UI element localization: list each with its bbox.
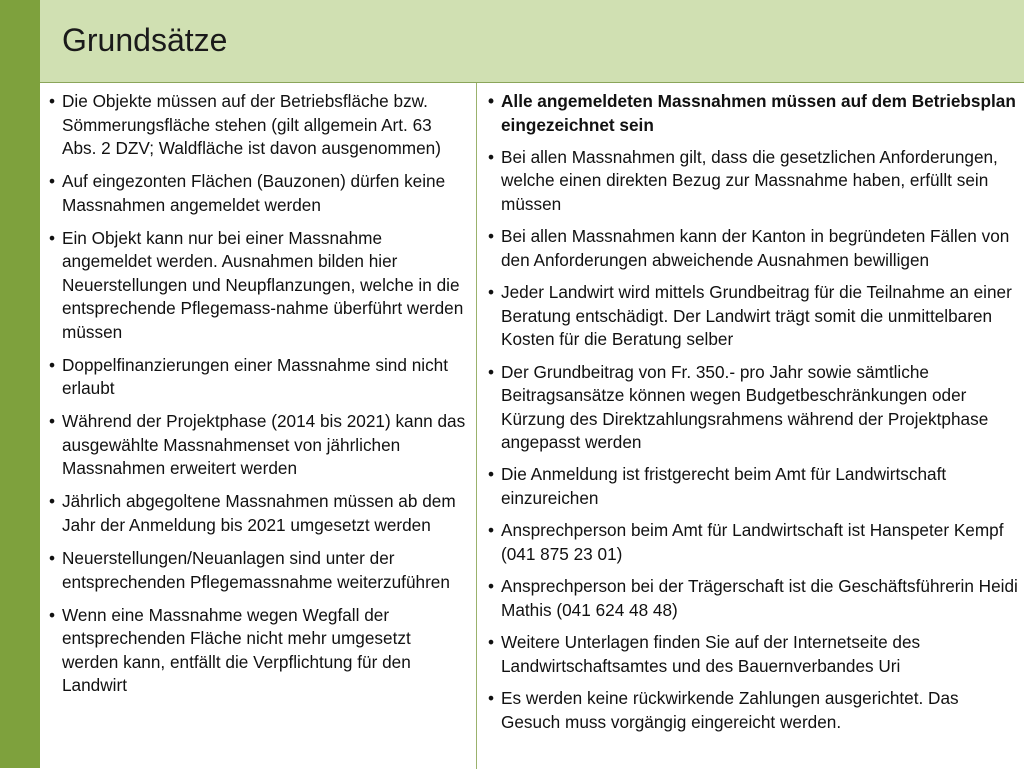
bullet-item: • Weitere Unterlagen finden Sie auf der Internetseite des Landwirtschaftsamtes und des Bauernverbandes Uri: [488, 631, 1020, 678]
bullet-item: • Es werden keine rückwirkende Zahlungen ausgerichtet. Das Gesuch muss vorgängig eingereicht werden.: [488, 687, 1020, 734]
right-bullet-list: [488, 90, 1020, 743]
bullet-item: • Bei allen Massnahmen gilt, dass die gesetzlichen Anforderungen, welche einen direkten Bezug zur Massnahme haben, erfüllt sein müssen: [488, 146, 1020, 217]
green-sidebar-bar: [0, 0, 40, 768]
content-table: [40, 82, 1024, 769]
slide-title: Grundsätze: [62, 22, 228, 58]
left-bullet-list: [49, 90, 469, 707]
bullet-item: • Ansprechperson bei der Trägerschaft ist die Geschäftsführerin Heidi Mathis (041 624 48 48): [488, 575, 1020, 622]
bullet-item: • Die Anmeldung ist fristgerecht beim Amt für Landwirtschaft einzureichen: [488, 463, 1020, 510]
bullet-item: • Der Grundbeitrag von Fr. 350.- pro Jahr sowie sämtliche Beitragsansätze können wegen Budgetbeschränkungen oder Kürzung des Direktzahlungsrahmens während der Projektphase angepasst werden: [488, 361, 1020, 455]
bullet-item: • Jährlich abgegoltene Massnahmen müssen ab dem Jahr der Anmeldung bis 2021 umgesetzt werden: [49, 490, 469, 537]
right-column: [477, 83, 1024, 769]
left-column: [40, 83, 477, 769]
bullet-item-emphasized: • Alle angemeldeten Massnahmen müssen auf dem Betriebsplan eingezeichnet sein: [488, 90, 1020, 137]
bullet-item: • Auf eingezonten Flächen (Bauzonen) dürfen keine Massnahmen angemeldet werden: [49, 170, 469, 217]
bullet-item: • Während der Projektphase (2014 bis 2021) kann das ausgewählte Massnahmenset von jährlichen Massnahmen erweitert werden: [49, 410, 469, 481]
bullet-item: • Ansprechperson beim Amt für Landwirtschaft ist Hanspeter Kempf (041 875 23 01): [488, 519, 1020, 566]
bullet-item: • Wenn eine Massnahme wegen Wegfall der entsprechenden Fläche nicht mehr umgesetzt werden kann, entfällt die Verpflichtung für den Landwirt: [49, 604, 469, 698]
bullet-item: • Ein Objekt kann nur bei einer Massnahme angemeldet werden. Ausnahmen bilden hier Neuerstellungen und Neupflanzungen, welche in die entsprechende Pflegemass-nahme überführt werden müssen: [49, 227, 469, 345]
bullet-item: • Bei allen Massnahmen kann der Kanton in begründeten Fällen von den Anforderungen abweichende Ausnahmen bewilligen: [488, 225, 1020, 272]
bullet-item: • Neuerstellungen/Neuanlagen sind unter der entsprechenden Pflegemassnahme weiterzuführen: [49, 547, 469, 594]
bullet-item: • Die Objekte müssen auf der Betriebsfläche bzw. Sömmerungsfläche stehen (gilt allgemein Art. 63 Abs. 2 DZV; Waldfläche ist davon ausgenommen): [49, 90, 469, 161]
bullet-item: • Jeder Landwirt wird mittels Grundbeitrag für die Teilnahme an einer Beratung entschädigt. Der Landwirt trägt somit die unmittelbaren Kosten für die Beratung selber: [488, 281, 1020, 352]
bullet-item: • Doppelfinanzierungen einer Massnahme sind nicht erlaubt: [49, 354, 469, 401]
